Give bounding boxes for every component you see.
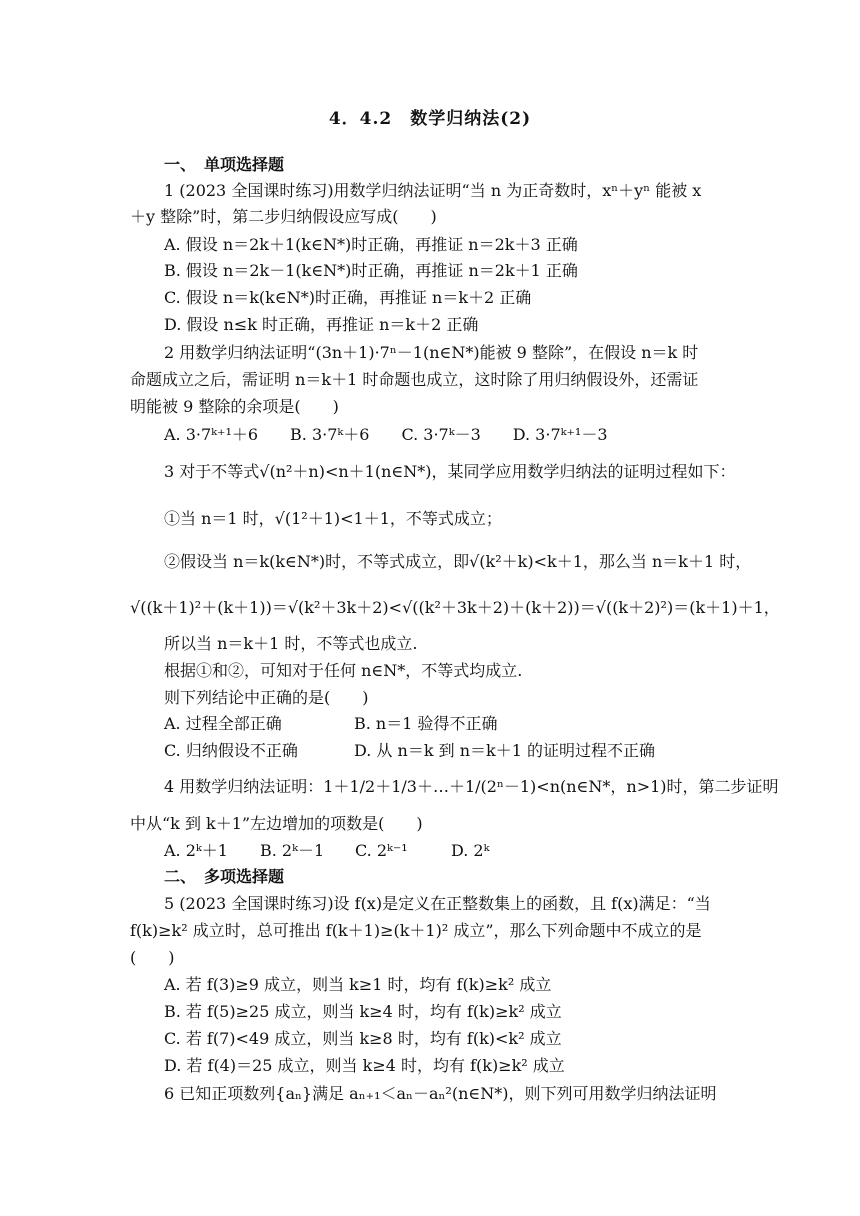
q4-option-b: B. 2ᵏ－1 (260, 841, 325, 860)
q5-stem-line3: ( ) (130, 948, 175, 967)
q3-step2: ②假设当 n＝k(k∈N*)时，不等式成立，即√(k²＋k)<k＋1，那么当 n＝k＋1 时， (164, 552, 752, 571)
q3-ask: 则下列结论中正确的是( ) (164, 688, 369, 707)
q2-stem-line1: 2 用数学归纳法证明“(3n＋1)·7ⁿ－1(n∈N*)能被 9 整除”，在假设 n＝k 时 (164, 343, 699, 362)
q1-stem-line2: ＋y 整除”时，第二步归纳假设应写成( ) (130, 207, 437, 226)
q3-step2-end: 所以当 n＝k＋1 时，不等式也成立. (164, 634, 418, 653)
q1-option-c: C. 假设 n＝k(k∈N*)时正确，再推证 n＝k＋2 正确 (164, 288, 532, 307)
q3-stem: 3 对于不等式√(n²＋n)<n＋1(n∈N*)，某同学应用数学归纳法的证明过程如下： (164, 462, 736, 481)
q3-option-d: D. 从 n＝k 到 n＝k＋1 的证明过程不正确 (354, 741, 655, 760)
q3-step2-equation: √((k＋1)²＋(k＋1))＝√(k²＋3k＋2)<√((k²＋3k＋2)＋(k＋2))＝√((k＋2)²)＝(k＋1)＋1， (130, 598, 780, 617)
section-heading-single-choice: 一、 单项选择题 (164, 155, 285, 174)
q5-option-b: B. 若 f(5)≥25 成立，则当 k≥4 时，均有 f(k)≥k² 成立 (164, 1002, 562, 1021)
q4-option-c: C. 2ᵏ⁻¹ (355, 841, 408, 860)
q3-step1: ①当 n＝1 时，√(1²＋1)<1＋1，不等式成立； (164, 509, 502, 528)
q1-stem-line1: 1 (2023 全国课时练习)用数学归纳法证明“当 n 为正奇数时，xⁿ＋yⁿ 能被 x (164, 181, 702, 200)
q5-option-a: A. 若 f(3)≥9 成立，则当 k≥1 时，均有 f(k)≥k² 成立 (164, 975, 552, 994)
q5-stem-line2: f(k)≥k² 成立时，总可推出 f(k＋1)≥(k＋1)² 成立”，那么下列命题中不成立的是 (130, 921, 702, 940)
q4-option-a: A. 2ᵏ＋1 (164, 841, 228, 860)
q4-stem-line1: 4 用数学归纳法证明：1＋1/2＋1/3＋…＋1/(2ⁿ－1)<n(n∈N*，n>1)时，第二步证明 (164, 777, 779, 796)
q4-stem-line2: 中从“k 到 k＋1”左边增加的项数是( ) (130, 814, 423, 833)
q4-option-d: D. 2ᵏ (451, 841, 490, 860)
q5-option-d: D. 若 f(4)＝25 成立，则当 k≥4 时，均有 f(k)≥k² 成立 (164, 1056, 565, 1075)
page-title: 4．4.2 数学归纳法(2) (328, 109, 532, 129)
q3-option-a: A. 过程全部正确 (164, 714, 282, 733)
q2-stem-line2: 命题成立之后，需证明 n＝k＋1 时命题也成立，这时除了用归纳假设外，还需证 (130, 370, 699, 389)
q1-option-d: D. 假设 n≤k 时正确，再推证 n＝k＋2 正确 (164, 315, 479, 334)
q6-stem: 6 已知正项数列{aₙ}满足 aₙ₊₁＜aₙ－aₙ²(n∈N*)，则下列可用数学归纳法证明 (164, 1084, 717, 1103)
q2-stem-line3: 明能被 9 整除的余项是( ) (130, 397, 339, 416)
q5-option-c: C. 若 f(7)<49 成立，则当 k≥8 时，均有 f(k)<k² 成立 (164, 1029, 562, 1048)
q1-option-a: A. 假设 n＝2k＋1(k∈N*)时正确，再推证 n＝2k＋3 正确 (164, 235, 578, 254)
q5-stem-line1: 5 (2023 全国课时练习)设 f(x)是定义在正整数集上的函数，且 f(x)满足：“当 (164, 894, 711, 913)
q3-conclusion: 根据①和②，可知对于任何 n∈N*，不等式均成立. (164, 661, 523, 680)
q1-option-b: B. 假设 n＝2k－1(k∈N*)时正确，再推证 n＝2k＋1 正确 (164, 261, 578, 280)
q3-option-b: B. n＝1 验得不正确 (354, 714, 498, 733)
q2-options: A. 3·7ᵏ⁺¹＋6 B. 3·7ᵏ＋6 C. 3·7ᵏ－3 D. 3·7ᵏ⁺¹－3 (164, 425, 608, 444)
section-heading-multiple-choice: 二、 多项选择题 (164, 867, 285, 886)
q3-option-c: C. 归纳假设不正确 (164, 741, 298, 760)
